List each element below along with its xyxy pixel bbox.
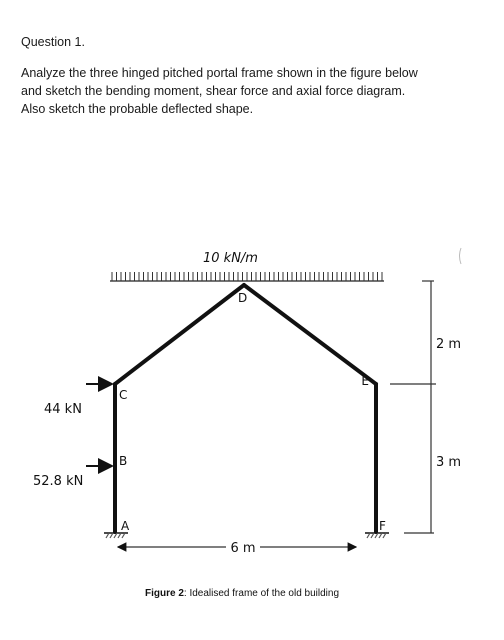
question-heading: Question 1.: [21, 35, 85, 49]
dimension-span: 6 m: [230, 541, 256, 556]
rafter-left: [115, 285, 244, 384]
node-label-f: F: [379, 519, 386, 533]
load-label-b: 52.8 kN: [33, 474, 84, 489]
support-a: [104, 533, 128, 538]
dimension-rise: 2 m: [436, 337, 462, 352]
question-line: and sketch the bending moment, shear force and axial force diagram.: [21, 84, 406, 98]
load-label-c: 44 kN: [44, 402, 82, 417]
question-line: Also sketch the probable deflected shape.: [21, 102, 254, 116]
udl-label: 10 kN/m: [203, 251, 258, 266]
stray-mark: [460, 248, 462, 264]
frame-members: [115, 285, 376, 532]
support-f: [365, 533, 389, 538]
node-label-c: C: [119, 388, 128, 402]
caption-label: Figure 2: [145, 588, 184, 599]
dimension-column: 3 m: [436, 455, 462, 470]
node-label-e: E: [361, 374, 369, 388]
question-line: Analyze the three hinged pitched portal frame shown in the figure below: [21, 66, 418, 80]
node-label-a: A: [121, 519, 130, 533]
caption-text: : Idealised frame of the old building: [183, 588, 340, 599]
figure-caption: [145, 588, 339, 599]
node-label-d: D: [238, 291, 248, 305]
rafter-right: [244, 285, 376, 384]
vertical-dimension: [390, 281, 436, 533]
node-label-b: B: [119, 454, 128, 468]
udl-load: [110, 272, 384, 281]
